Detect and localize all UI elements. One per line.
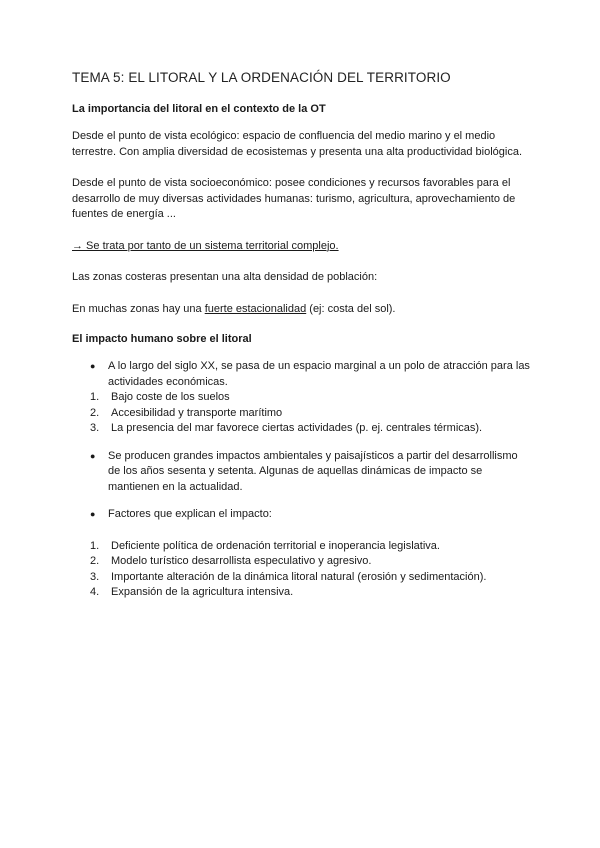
- list-item: [72, 406, 532, 422]
- list-item-text: Modelo turístico desarrollista especulativo y agresivo.: [111, 555, 372, 567]
- bullet-text: Factores que explican el impacto:: [108, 508, 272, 520]
- list-item: [72, 539, 532, 555]
- list-item-text: Importante alteración de la dinámica litoral natural (erosión y sedimentación).: [111, 570, 487, 583]
- list-item: [72, 570, 532, 586]
- paragraph-estacionalidad: [72, 302, 532, 318]
- list-item: [72, 554, 532, 570]
- document-title: TEMA 5: EL LITORAL Y LA ORDENACIÓN DEL TERRITORIO: [72, 70, 451, 85]
- section-heading-impacto: El impacto humano sobre el litoral: [72, 333, 252, 345]
- list-item-text: La presencia del mar favorece ciertas actividades (p. ej. centrales térmicas).: [111, 422, 483, 434]
- bullet-text: A lo largo del siglo XX, se pasa de un espacio marginal a un polo de atracción para las actividades económicas.: [108, 360, 530, 388]
- paragraph-sistema-complejo: → Se trata por tanto de un sistema territorial complejo.: [72, 239, 339, 252]
- list-item-text: Deficiente política de ordenación territorial e inoperancia legislativa.: [111, 539, 440, 552]
- list-item: [72, 421, 532, 437]
- list-item-text: Accesibilidad y transporte marítimo: [111, 406, 283, 419]
- bullet-text: Se producen grandes impactos ambientales y paisajísticos a partir del desarrollismo de los años sesenta y setenta. Algunas de aquellas dinámicas de impacto se mantienen en la actualidad.: [108, 449, 518, 493]
- estacionalidad-underlined: fuerte estacionalidad: [204, 302, 307, 315]
- bullet-dot-icon: ●: [90, 509, 96, 519]
- bullet-siglo-xx: [72, 359, 532, 390]
- paragraph-ecologico: Desde el punto de vista ecológico: espacio de confluencia del medio marino y el medio terrestre. Con amplia diversidad de ecosistemas y presenta una alta productividad biológica.: [72, 130, 523, 158]
- list-item: [72, 585, 532, 601]
- list-number: 1.: [90, 539, 100, 552]
- bullet-dot-icon: ●: [90, 450, 96, 461]
- list-number: 4.: [90, 586, 100, 598]
- paragraph-densidad: Las zonas costeras presentan una alta densidad de población:: [72, 271, 378, 283]
- section-heading-importancia: La importancia del litoral en el contexto de la OT: [72, 103, 326, 115]
- list-item: [72, 390, 532, 406]
- bullet-impactos: [72, 449, 532, 496]
- estacionalidad-text-after: (ej: costa del sol).: [306, 302, 396, 315]
- list-item-text: Expansión de la agricultura intensiva.: [111, 586, 294, 598]
- bullet-dot-icon: ●: [90, 361, 96, 371]
- paragraph-socioeconomico: Desde el punto de vista socioeconómico: posee condiciones y recursos favorables para el desarrollo de muy diversas actividades humanas: turismo, agricultura, aprovechamiento de fuentes de energía ...: [72, 177, 516, 220]
- list-number: 3.: [90, 570, 100, 583]
- estacionalidad-text-before: En muchas zonas hay una: [72, 302, 205, 315]
- list-number: 1.: [90, 391, 100, 403]
- list-item-text: Bajo coste de los suelos: [111, 391, 230, 403]
- list-number: 2.: [90, 406, 100, 419]
- list-number: 2.: [90, 555, 100, 567]
- bullet-factores: [72, 507, 532, 523]
- document-page: [72, 70, 532, 601]
- list-number: 3.: [90, 422, 100, 434]
